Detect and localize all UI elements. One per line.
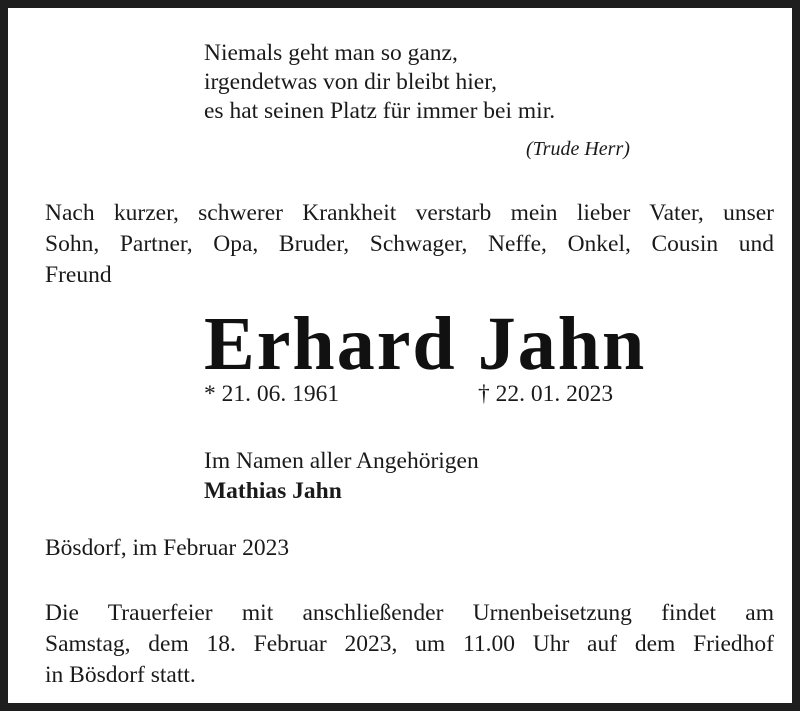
service-line: Samstag, dem 18. Februar 2023, um 11.00 Uhr auf dem Friedhof (45, 631, 774, 657)
poem (204, 39, 555, 126)
intro-line: Sohn, Partner, Opa, Bruder, Schwager, Neffe, Onkel, Cousin und (45, 231, 774, 257)
service-line: Die Trauerfeier mit anschließender Urnenbeisetzung findet am (45, 600, 774, 626)
intro-line: Freund (45, 262, 112, 288)
intro-text (45, 198, 774, 291)
mourners-line: Im Namen aller Angehörigen (204, 448, 479, 474)
service-line: in Bösdorf statt. (45, 662, 196, 688)
poem-line: Niemals geht man so ganz, (204, 40, 458, 66)
funeral-service-text (45, 598, 774, 691)
birth-date: * 21. 06. 1961 (204, 381, 340, 407)
place-date: Bösdorf, im Februar 2023 (45, 535, 290, 561)
signer-name: Mathias Jahn (204, 478, 342, 504)
deceased-name: Erhard Jahn (204, 302, 647, 386)
poem-line: es hat seinen Platz für immer bei mir. (204, 98, 556, 124)
poem-line: irgendetwas von dir bleibt hier, (204, 69, 497, 95)
poem-author: (Trude Herr) (526, 138, 630, 160)
death-date: † 22. 01. 2023 (478, 381, 614, 407)
intro-line: Nach kurzer, schwerer Krankheit verstarb mein lieber Vater, unser (45, 200, 774, 226)
